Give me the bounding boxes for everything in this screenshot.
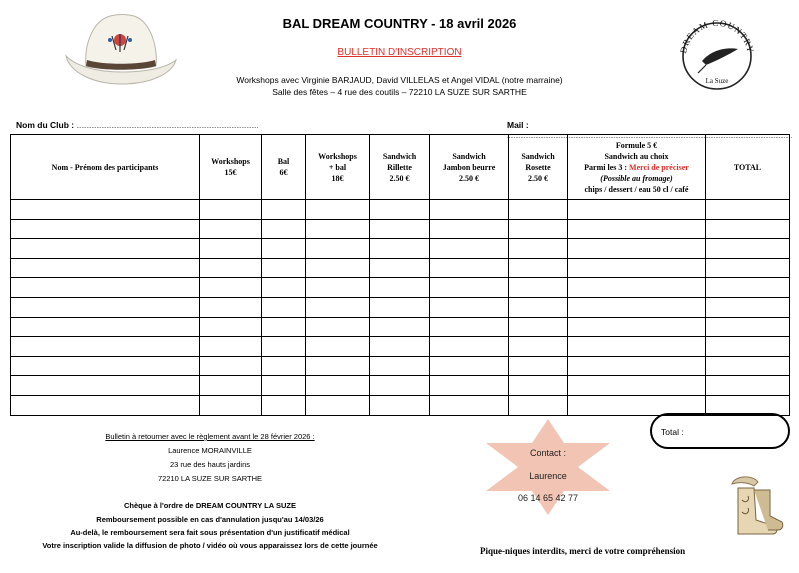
table-cell[interactable] xyxy=(370,239,430,259)
workshops-line: Workshops avec Virginie BARJAUD, David VILLELAS et Angel VIDAL (notre marraine) xyxy=(236,75,563,85)
mail-label: Mail : xyxy=(507,120,529,130)
club-label: Nom du Club : xyxy=(16,120,75,130)
table-cell[interactable] xyxy=(262,239,306,259)
table-cell[interactable] xyxy=(306,376,370,396)
table-cell[interactable] xyxy=(706,200,790,220)
table-row xyxy=(11,337,790,357)
table-cell[interactable] xyxy=(706,258,790,278)
table-row xyxy=(11,200,790,220)
table-cell[interactable] xyxy=(509,337,568,357)
club-dots: ............................................................................................................. xyxy=(76,124,259,130)
table-cell[interactable] xyxy=(509,239,568,259)
club-field[interactable] xyxy=(16,120,258,130)
table-cell[interactable] xyxy=(11,317,200,337)
table-cell[interactable] xyxy=(200,239,262,259)
table-cell[interactable] xyxy=(262,337,306,357)
table-cell[interactable] xyxy=(568,200,706,220)
table-row xyxy=(11,297,790,317)
table-cell[interactable] xyxy=(262,395,306,415)
table-cell[interactable] xyxy=(430,219,509,239)
table-cell[interactable] xyxy=(370,258,430,278)
table-cell[interactable] xyxy=(568,239,706,259)
table-cell[interactable] xyxy=(568,258,706,278)
table-row xyxy=(11,278,790,298)
venue-line: Salle des fêtes – 4 rue des coutils – 72210 LA SUZE SUR SARTHE xyxy=(272,87,527,97)
header-formule: Formule 5 € Sandwich au choix Parmi les 3 : Merci de préciser (Possible au fromage) chips / dessert / eau 50 cl / café xyxy=(568,135,706,200)
header-name: Nom - Prénom des participants xyxy=(11,135,200,200)
table-cell[interactable] xyxy=(306,200,370,220)
table-row xyxy=(11,258,790,278)
table-cell[interactable] xyxy=(509,278,568,298)
header-total: TOTAL xyxy=(706,135,790,200)
table-cell[interactable] xyxy=(568,356,706,376)
table-cell[interactable] xyxy=(200,200,262,220)
table-cell[interactable] xyxy=(509,200,568,220)
table-cell[interactable] xyxy=(430,258,509,278)
table-cell[interactable] xyxy=(370,200,430,220)
address-line-1: Laurence MORAINVILLE xyxy=(168,446,252,455)
table-cell[interactable] xyxy=(568,337,706,357)
registration-table xyxy=(10,134,793,416)
table-cell[interactable] xyxy=(11,239,200,259)
table-cell[interactable] xyxy=(200,278,262,298)
table-cell[interactable] xyxy=(11,200,200,220)
table-cell[interactable] xyxy=(370,356,430,376)
address-line-3: 72210 LA SUZE SUR SARTHE xyxy=(157,474,263,483)
header-workshops: Workshops 15€ xyxy=(200,135,262,200)
table-cell[interactable] xyxy=(262,376,306,396)
table-cell[interactable] xyxy=(11,356,200,376)
contact-label: Contact : xyxy=(529,448,567,458)
table-cell[interactable] xyxy=(430,200,509,220)
table-cell[interactable] xyxy=(706,376,790,396)
table-cell[interactable] xyxy=(706,239,790,259)
cowboy-boots-icon xyxy=(724,470,786,540)
table-cell[interactable] xyxy=(11,258,200,278)
table-cell[interactable] xyxy=(11,278,200,298)
table-cell[interactable] xyxy=(706,337,790,357)
table-cell[interactable] xyxy=(430,376,509,396)
table-cell[interactable] xyxy=(370,297,430,317)
table-cell[interactable] xyxy=(200,219,262,239)
table-cell[interactable] xyxy=(509,317,568,337)
table-cell[interactable] xyxy=(509,258,568,278)
total-label: Total : xyxy=(661,427,684,437)
svg-text:La Suze: La Suze xyxy=(705,77,729,85)
table-cell[interactable] xyxy=(262,356,306,376)
table-cell[interactable] xyxy=(430,356,509,376)
mail-dots: ........................................................................................................................................................................... xyxy=(507,134,793,140)
table-cell[interactable] xyxy=(11,297,200,317)
table-cell[interactable] xyxy=(706,278,790,298)
picnic-notice: Pique-niques interdits, merci de votre compréhension xyxy=(480,546,686,556)
table-cell[interactable] xyxy=(370,337,430,357)
table-cell[interactable] xyxy=(200,376,262,396)
table-cell[interactable] xyxy=(509,395,568,415)
table-cell[interactable] xyxy=(11,395,200,415)
table-cell[interactable] xyxy=(262,200,306,220)
table-cell[interactable] xyxy=(509,219,568,239)
table-cell[interactable] xyxy=(262,278,306,298)
contact-phone[interactable]: 06 14 65 42 77 xyxy=(517,493,579,503)
table-cell[interactable] xyxy=(200,395,262,415)
table-cell[interactable] xyxy=(568,317,706,337)
return-instructions: Bulletin à retourner avec le règlement avant le 28 février 2026 : xyxy=(105,432,315,441)
table-cell[interactable] xyxy=(706,356,790,376)
table-cell[interactable] xyxy=(509,356,568,376)
table-cell[interactable] xyxy=(262,317,306,337)
table-cell[interactable] xyxy=(306,219,370,239)
table-cell[interactable] xyxy=(430,239,509,259)
medical-line: Au-delà, le remboursement sera fait sous présentation d'un justificatif médical xyxy=(70,528,350,537)
table-cell[interactable] xyxy=(568,297,706,317)
table-cell[interactable] xyxy=(11,219,200,239)
table-cell[interactable] xyxy=(262,219,306,239)
address-line-2: 23 rue des hauts jardins xyxy=(169,460,251,469)
header-bal: Bal 6€ xyxy=(262,135,306,200)
table-cell[interactable] xyxy=(306,395,370,415)
table-cell[interactable] xyxy=(306,278,370,298)
svg-text:DREAM COUNTRY: DREAM COUNTRY xyxy=(678,19,756,55)
table-cell[interactable] xyxy=(306,297,370,317)
form-subtitle: BULLETIN D'INSCRIPTION xyxy=(337,47,462,58)
table-cell[interactable] xyxy=(706,219,790,239)
table-cell[interactable] xyxy=(430,395,509,415)
photo-line: Votre inscription valide la diffusion de photo / vidéo où vous apparaissez lors de cette journée xyxy=(42,541,378,550)
table-cell[interactable] xyxy=(262,297,306,317)
table-cell[interactable] xyxy=(306,356,370,376)
table-cell[interactable] xyxy=(370,376,430,396)
header-sandwich-rosette: Sandwich Rosette 2.50 € xyxy=(509,135,568,200)
table-cell[interactable] xyxy=(370,219,430,239)
table-cell[interactable] xyxy=(430,278,509,298)
table-cell[interactable] xyxy=(430,317,509,337)
table-cell[interactable] xyxy=(200,258,262,278)
table-cell[interactable] xyxy=(11,337,200,357)
header-workshops-bal: Workshops + bal 18€ xyxy=(306,135,370,200)
table-row xyxy=(11,317,790,337)
table-cell[interactable] xyxy=(200,297,262,317)
contact-name: Laurence xyxy=(529,471,567,481)
table-cell[interactable] xyxy=(706,297,790,317)
table-cell[interactable] xyxy=(568,376,706,396)
table-row xyxy=(11,376,790,396)
table-cell[interactable] xyxy=(11,376,200,396)
event-title: BAL DREAM COUNTRY - 18 avril 2026 xyxy=(282,16,517,31)
table-cell[interactable] xyxy=(306,258,370,278)
refund-line: Remboursement possible en cas d'annulation jusqu'au 14/03/26 xyxy=(96,515,324,524)
table-cell[interactable] xyxy=(200,356,262,376)
table-cell[interactable] xyxy=(370,395,430,415)
table-row xyxy=(11,239,790,259)
table-cell[interactable] xyxy=(568,278,706,298)
table-cell[interactable] xyxy=(509,376,568,396)
table-row xyxy=(11,356,790,376)
table-cell[interactable] xyxy=(568,219,706,239)
cheque-line: Chèque à l'ordre de DREAM COUNTRY LA SUZE xyxy=(124,501,296,510)
table-cell[interactable] xyxy=(370,278,430,298)
header-sandwich-rillette: Sandwich Rillette 2.50 € xyxy=(370,135,430,200)
table-cell[interactable] xyxy=(306,337,370,357)
table-cell[interactable] xyxy=(306,317,370,337)
header-sandwich-jambon: Sandwich Jambon beurre 2.50 € xyxy=(430,135,509,200)
table-cell[interactable] xyxy=(200,337,262,357)
table-row xyxy=(11,219,790,239)
table-cell[interactable] xyxy=(706,317,790,337)
table-cell[interactable] xyxy=(262,258,306,278)
table-cell[interactable] xyxy=(509,297,568,317)
table-cell[interactable] xyxy=(306,239,370,259)
table-cell[interactable] xyxy=(370,317,430,337)
table-cell[interactable] xyxy=(200,317,262,337)
table-cell[interactable] xyxy=(430,337,509,357)
table-cell[interactable] xyxy=(430,297,509,317)
